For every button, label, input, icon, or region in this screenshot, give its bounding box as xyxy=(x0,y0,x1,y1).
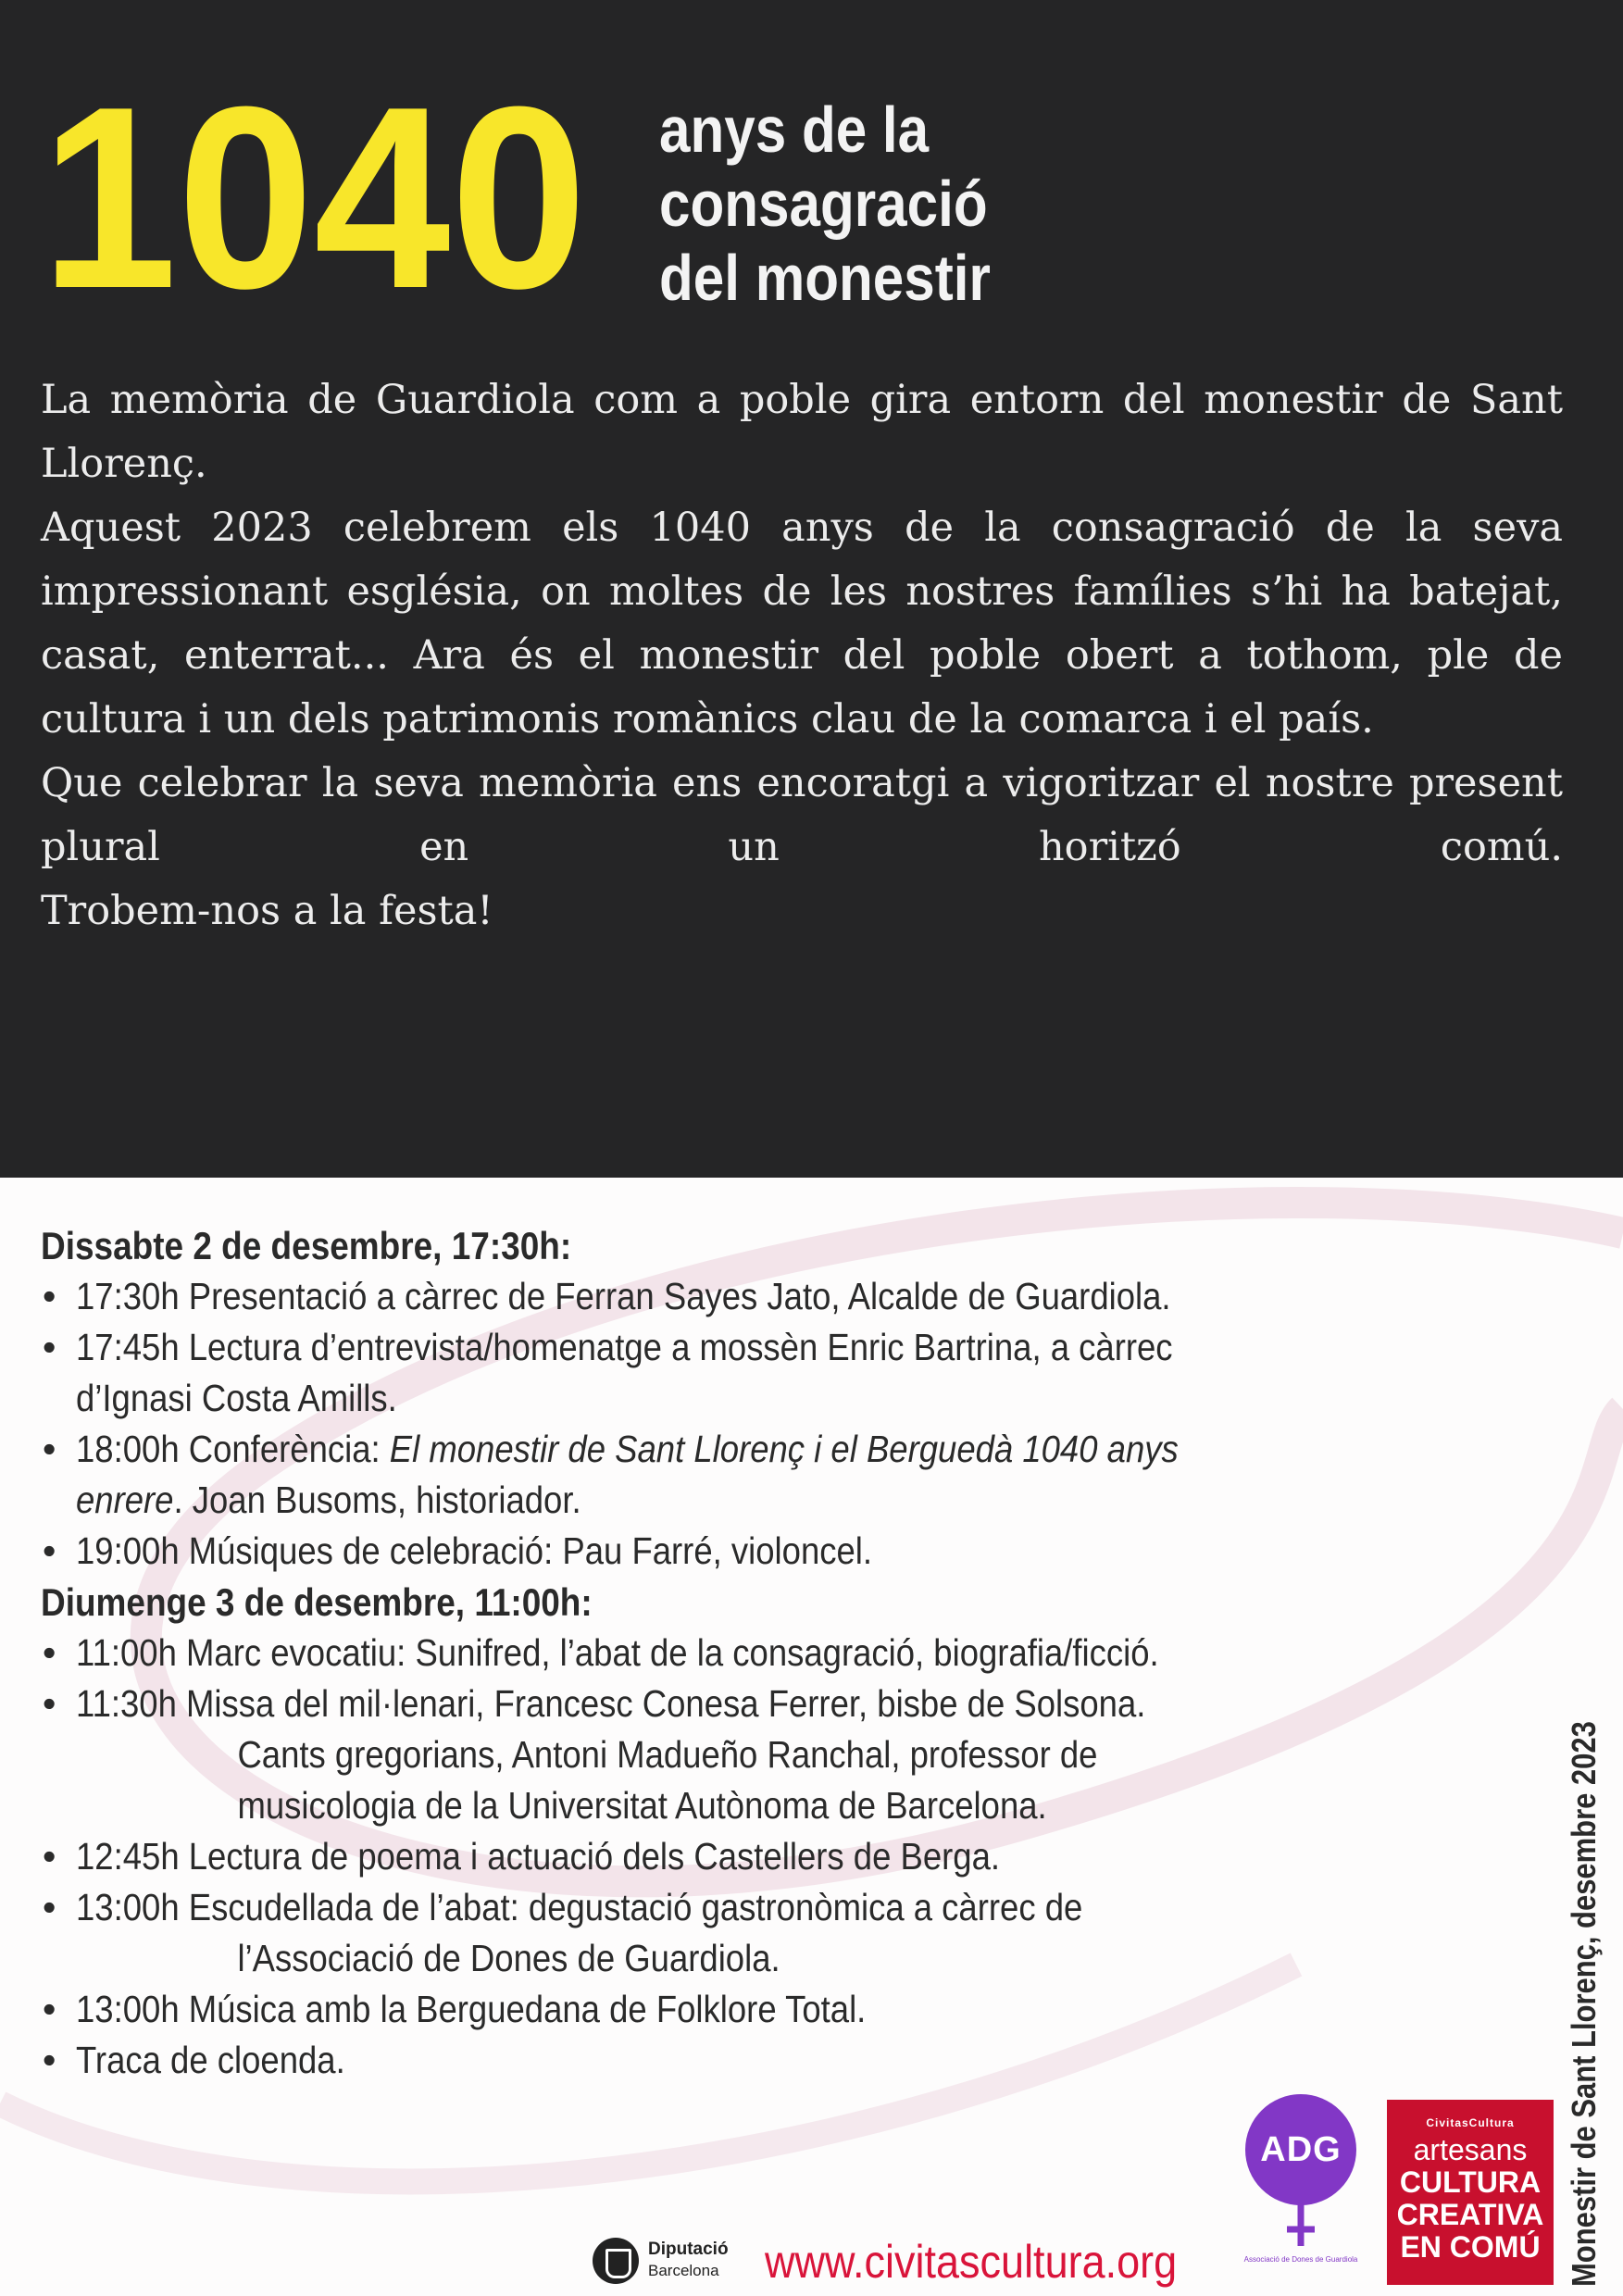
talk-title: enrere xyxy=(76,1479,174,1521)
side-caption: Monestir de Sant Llorenç, desembre 2023 xyxy=(1565,1721,1603,2287)
diputacio-city: Barcelona xyxy=(648,2262,719,2279)
list-item xyxy=(41,1882,1559,1984)
subtitle-line: del monestir xyxy=(659,242,991,314)
civitas-brand: CivitasCultura xyxy=(1426,2116,1515,2129)
list-item xyxy=(41,2035,1559,2086)
bullet: • xyxy=(43,1988,56,2030)
item-text: 13:00h Música amb la Berguedana de Folklore Total. xyxy=(76,1988,867,2030)
diputacio-name: Diputació xyxy=(648,2240,729,2259)
intro-paragraph: La memòria de Guardiola com a poble gira entorn del monestir de Sant Llorenç. xyxy=(41,377,1563,487)
bullet: • xyxy=(43,1529,56,1572)
svg-text:1040: 1040 xyxy=(41,56,587,333)
list-item xyxy=(41,1424,1559,1526)
item-text: Traca de cloenda. xyxy=(76,2039,345,2081)
list-item xyxy=(41,1831,1559,1882)
saturday-list xyxy=(41,1271,1559,1577)
item-suffix: . Joan Busoms, historiador. xyxy=(173,1479,581,1521)
item-text: 17:45h Lectura d’entrevista/homenatge a mossèn Enric Bartrina, a càrrec xyxy=(76,1326,1173,1368)
civitas-line: EN COMÚ xyxy=(1400,2230,1541,2264)
day-heading: Dissabte 2 de desembre, 17:30h: xyxy=(41,1224,572,1267)
day-heading: Diumenge 3 de desembre, 11:00h: xyxy=(41,1580,593,1624)
item-text: 12:45h Lectura de poema i actuació dels Castellers de Berga. xyxy=(76,1835,1001,1878)
list-item xyxy=(41,1984,1559,2035)
item-text: Cants gregorians, Antoni Madueño Ranchal, professor de xyxy=(237,1733,1098,1776)
item-text: 11:00h Marc evocatiu: Sunifred, l’abat de la consagració, biografia/ficció. xyxy=(76,1631,1159,1674)
civitas-line: CULTURA xyxy=(1399,2165,1542,2199)
list-item xyxy=(41,1271,1559,1322)
civitas-line: CREATIVA xyxy=(1396,2198,1544,2231)
item-text xyxy=(76,1475,1396,1526)
bullet: • xyxy=(43,1275,56,1317)
talk-title: El monestir de Sant Llorenç i el Berguedà 1040 anys xyxy=(389,1428,1179,1470)
item-text xyxy=(76,1424,1396,1475)
adg-logo xyxy=(1241,2094,1361,2289)
adg-caption: Associació de Dones de Guardiola xyxy=(1243,2255,1358,2264)
item-text: 13:00h Escudellada de l’abat: degustació gastronòmica a càrrec de xyxy=(76,1886,1083,1928)
diputacio-logo xyxy=(593,2236,768,2288)
subtitle-line: consagració xyxy=(659,168,988,240)
list-item xyxy=(41,1628,1559,1678)
title-number xyxy=(41,56,596,333)
bullet: • xyxy=(43,2039,56,2081)
item-text: 17:30h Presentació a càrrec de Ferran Sayes Jato, Alcalde de Guardiola. xyxy=(76,1275,1171,1317)
item-text: musicologia de la Universitat Autònoma de Barcelona. xyxy=(237,1784,1047,1827)
bullet: • xyxy=(43,1886,56,1928)
bullet: • xyxy=(43,1631,56,1674)
bullet: • xyxy=(43,1326,56,1368)
intro-paragraph: Que celebrar la seva memòria ens encoratgi a vigoritzar el nostre present plural en un horitzó comú. xyxy=(41,760,1563,870)
sunday-list xyxy=(41,1628,1559,2086)
program xyxy=(41,1220,1559,2086)
subtitle-line: anys de la xyxy=(659,94,930,166)
item-prefix: 18:00h Conferència: xyxy=(76,1428,390,1470)
item-text: 11:30h Missa del mil·lenari, Francesc Conesa Ferrer, bisbe de Solsona. xyxy=(76,1682,1146,1725)
diputacio-seal-icon xyxy=(593,2238,639,2284)
item-text: d’Ignasi Costa Amills. xyxy=(76,1377,397,1419)
bullet: • xyxy=(43,1682,56,1725)
list-item xyxy=(41,1678,1559,1831)
venus-symbol-icon xyxy=(1268,2198,1333,2253)
intro-text xyxy=(41,368,1563,943)
intro-paragraph: Trobem-nos a la festa! xyxy=(41,888,493,934)
item-text: l’Associació de Dones de Guardiola. xyxy=(237,1937,780,1979)
adg-circle: ADG xyxy=(1245,2094,1356,2205)
item-text: 19:00h Músiques de celebració: Pau Farré, violoncel. xyxy=(76,1529,873,1572)
intro-paragraph: Aquest 2023 celebrem els 1040 anys de la consagració de la seva impressionant església, on moltes de les nostres famílies s’hi ha batejat, casat, enterrat... Ara és el monestir del poble obert a tothom, ple de cultura i un dels patrimonis romànics clau de la comarca i el país. xyxy=(41,505,1563,742)
title-subtitle xyxy=(659,93,1044,315)
civitas-line: artesans xyxy=(1413,2133,1528,2166)
list-item xyxy=(41,1526,1559,1577)
list-item xyxy=(41,1322,1559,1424)
bullet: • xyxy=(43,1835,56,1878)
website-link[interactable]: www.civitascultura.org xyxy=(765,2236,1178,2288)
bullet: • xyxy=(43,1428,56,1470)
civitas-cultura-logo xyxy=(1387,2100,1554,2285)
